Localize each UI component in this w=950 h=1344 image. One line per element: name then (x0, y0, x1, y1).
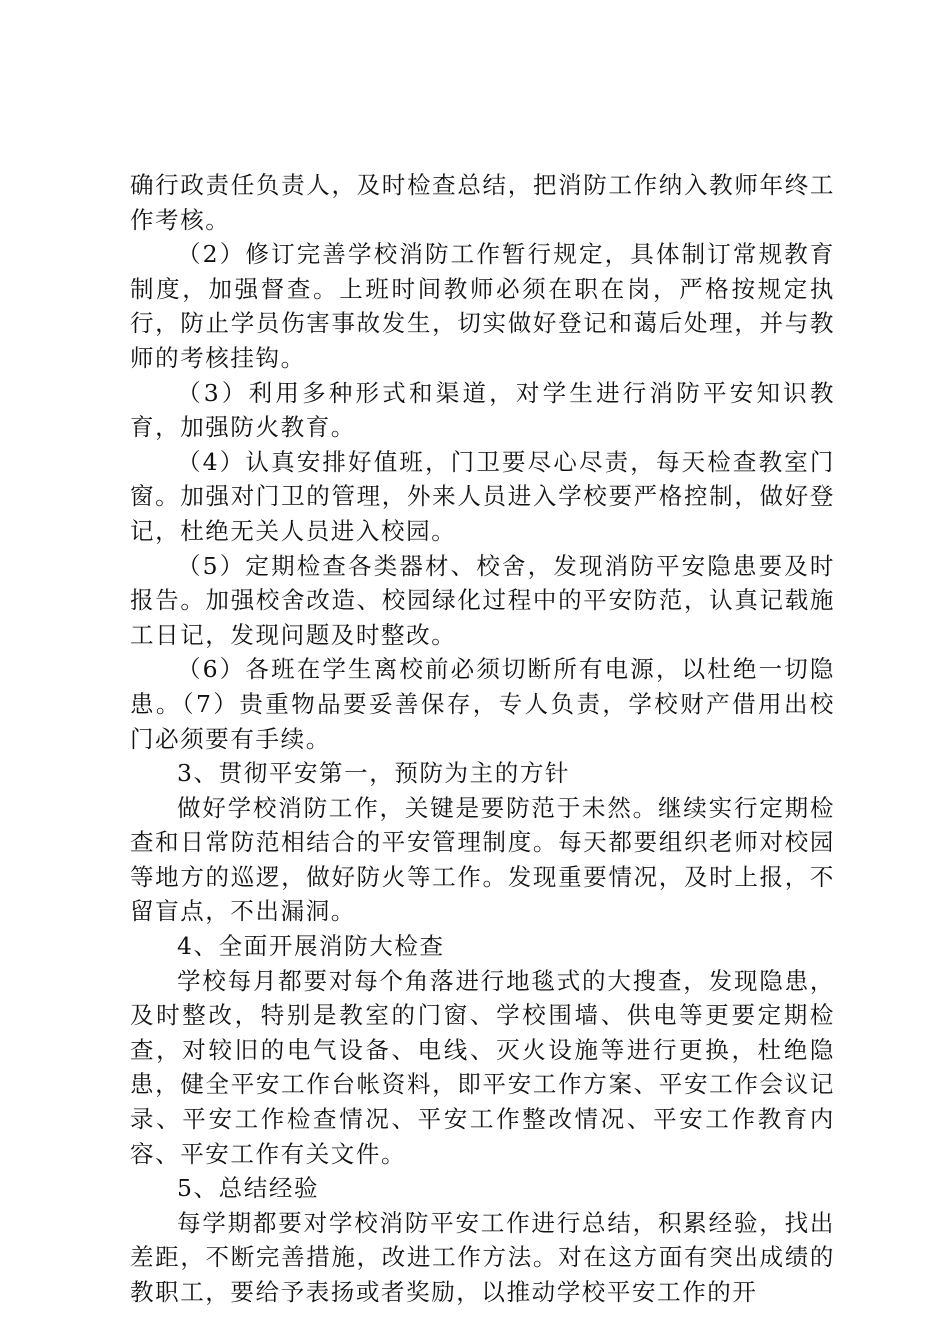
paragraph-continuation: 确行政责任负责人，及时检查总结，把消防工作纳入教师年终工作考核。 (130, 171, 835, 234)
section-heading-3: 3、贯彻平安第一，预防为主的方针 (177, 759, 571, 788)
paragraph-section-4: 学校每月都要对每个角落进行地毯式的大搜查，发现隐患，及时整改，特别是教室的门窗、学校围墙、供电等更要定期检查，对较旧的电气设备、电线、灭火设施等进行更换，杜绝隐患，健全平安工作台帐资料，即平安工作方案、平安工作会议记录、平安工作检查情况、平安工作整改情况、平安工作教育内容、平安工作有关文件。 (130, 966, 835, 1168)
paragraph-section-3: 做好学校消防工作，关键是要防范于未然。继续实行定期检查和日常防范相结合的平安管理制度。每天都要组织老师对校园等地方的巡逻，做好防火等工作。发现重要情况，及时上报，不留盲点，不出漏洞。 (130, 793, 835, 926)
section-heading-5: 5、总结经验 (177, 1174, 320, 1203)
paragraph-item-2: （2）修订完善学校消防工作暂行规定，具体制订常规教育制度，加强督查。上班时间教师必须在职在岗，严格按规定执行，防止学员伤害事故发生，切实做好登记和蔼后处理，并与教师的考核挂钩。 (130, 240, 835, 372)
section-heading-4: 4、全面开展消防大检查 (177, 932, 445, 961)
paragraph-section-5: 每学期都要对学校消防平安工作进行总结，积累经验，找出差距，不断完善措施，改进工作方法。对在这方面有突出成绩的教职工，要给予表扬或者奖励，以推动学校平安工作的开 (130, 1208, 835, 1306)
paragraph-item-5: （5）定期检查各类器材、校舍，发现消防平安隐患要及时报告。加强校舍改造、校园绿化过程中的平安防范，认真记载施工日记，发现问题及时整改。 (130, 551, 835, 649)
paragraph-item-4: （4）认真安排好值班，门卫要尽心尽责，每天检查教室门窗。加强对门卫的管理，外来人员进入学校要严格控制，做好登记，杜绝无关人员进入校园。 (130, 447, 835, 545)
document-body (130, 168, 835, 1310)
paragraph-item-3: （3）利用多种形式和渠道，对学生进行消防平安知识教育，加强防火教育。 (130, 378, 835, 442)
paragraph-item-6-7: （6）各班在学生离校前必须切断所有电源，以杜绝一切隐患。（7）贵重物品要妥善保存，专人负责，学校财产借用出校门必须要有手续。 (130, 655, 835, 753)
